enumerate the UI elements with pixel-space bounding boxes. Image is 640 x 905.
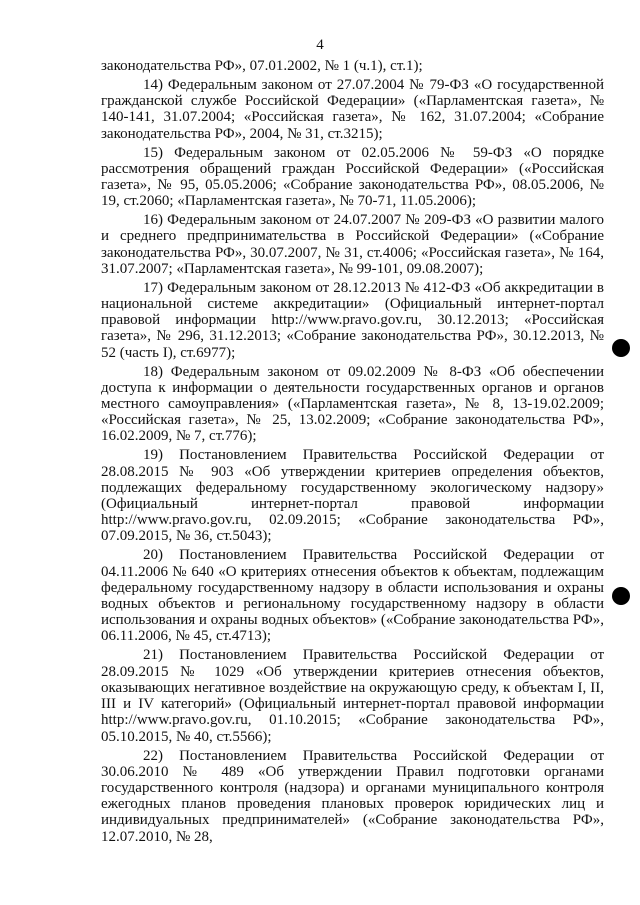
paragraph-item-22: 22) Постановлением Правительства Российской Федерации от 30.06.2010 № 489 «Об утверждении Правил подготовки органами государственного контроля (надзора) и органами муниципального контроля ежегодных планов проведения плановых проверок юридических лиц и индивидуальных предпринимателей» («Собрание законодательства РФ», 12.07.2010, № 28, [101,747,604,845]
page-number: 4 [316,37,324,53]
paragraph-item-14: 14) Федеральным законом от 27.07.2004 № 79-ФЗ «О государственной гражданской службе Российской Федерации» («Парламентская газета», № 140-141, 31.07.2004; «Российская газета», № 162, 31.07.2004; «Собрание законодательства РФ», 2004, № 31, ст.3215); [101,77,604,142]
paragraph-item-16: 16) Федеральным законом от 24.07.2007 № 209-ФЗ «О развитии малого и среднего предпринимательства в Российской Федерации» («Собрание законодательства РФ», 30.07.2007, № 31, ст.4006; «Российская газета», № 164, 31.07.2007; «Парламентская газета», № 99-101, 09.08.2007); [101,212,604,277]
document-body [101,58,604,848]
paragraph-item-21: 21) Постановлением Правительства Российской Федерации от 28.09.2015 № 1029 «Об утверждении критериев отнесения объектов, оказывающих негативное воздействие на окружающую среду, к объектам I, II, III и IV категорий» (Официальный интернет-портал правовой информации http://www.pravo.gov.ru, 01.10.2015; «Собрание законодательства РФ», 05.10.2015, № 40, ст.5566); [101,647,604,745]
punch-hole-lower [612,587,630,605]
paragraph-item-19: 19) Постановлением Правительства Российской Федерации от 28.08.2015 № 903 «Об утверждении критериев определения объектов, подлежащих федеральному государственному экологическому надзору» (Официальный интернет-портал правовой информации http://www.pravo.gov.ru, 02.09.2015; «Собрание законодательства РФ», 07.09.2015, № 36, ст.5043); [101,447,604,545]
paragraph-item-18: 18) Федеральным законом от 09.02.2009 № 8-ФЗ «Об обеспечении доступа к информации о деятельности государственных органов и органов местного самоуправления» («Парламентская газета», № 8, 13-19.02.2009; «Российская газета», № 25, 13.02.2009; «Собрание законодательства РФ», 16.02.2009, № 7, ст.776); [101,363,604,445]
paragraph-item-17: 17) Федеральным законом от 28.12.2013 № 412-ФЗ «Об аккредитации в национальной системе аккредитации» (Официальный интернет-портал правовой информации http://www.pravo.gov.ru, 30.12.2013; «Российская газета», № 296, 31.12.2013; «Собрание законодательства РФ», 30.12.2013, № 52 (часть I), ст.6977); [101,279,604,361]
punch-hole-upper [612,339,630,357]
paragraph-item-15: 15) Федеральным законом от 02.05.2006 № 59-ФЗ «О порядке рассмотрения обращений граждан Российской Федерации» («Российская газета», № 95, 05.05.2006; «Собрание законодательства РФ», 08.05.2006, № 19, ст.2060; «Парламентская газета», № 70-71, 11.05.2006); [101,144,604,210]
paragraph-continuation: законодательства РФ», 07.01.2002, № 1 (ч.1), ст.1); [101,58,423,74]
paragraph-item-20: 20) Постановлением Правительства Российской Федерации от 04.11.2006 № 640 «О критериях отнесения объектов к объектам, подлежащим федеральному государственному надзору в области использования и охраны водных объектов и региональному государственному надзору в области использования и охраны водных объектов» («Собрание законодательства РФ», 06.11.2006, № 45, ст.4713); [101,547,604,645]
